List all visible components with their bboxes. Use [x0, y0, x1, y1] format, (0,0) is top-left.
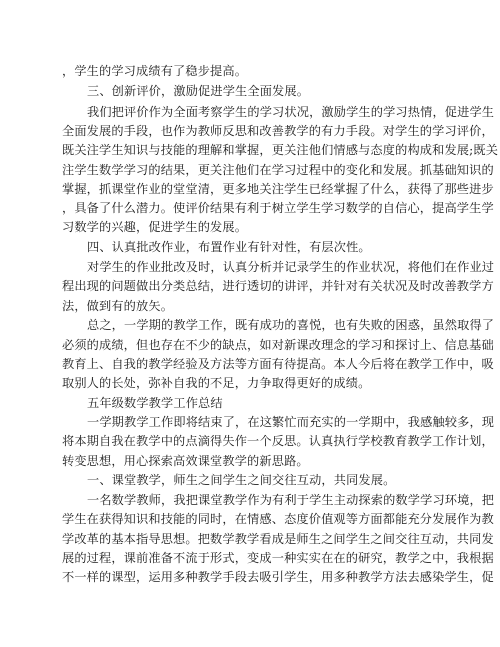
text-line: ，学生的学习成绩有了稳步提高。	[62, 64, 248, 78]
document-title: 五年级数学教学工作总结	[87, 396, 223, 410]
text-line: 一学期教学工作即将结束了，在这繁忙而充实的一学期中，我感触较多，现	[87, 415, 495, 429]
text-line: 学改革的基本指导思想。把数学教学看成是师生之间学生之间交往互动，共同发	[62, 532, 494, 546]
text-line: ，具备了什么潜力。使评价结果有利于树立学生学习数学的自信心，提高学生学	[62, 201, 494, 215]
text-line: 注学生数学学习的结果，更关注他们在学习过程中的变化和发展。抓基础知识的	[62, 163, 494, 177]
text-line: 全面发展的手段，也作为教师反思和改善教学的有力手段。对学生的学习评价，	[62, 124, 494, 138]
text-line: 既关注学生知识与技能的理解和掌握，更关注他们情感与态度的构成和发展;既关	[62, 143, 499, 157]
text-line: 总之，一学期的教学工作，既有成功的喜悦，也有失败的困惑，虽然取得了	[87, 318, 495, 332]
text-line: 学生在获得知识和技能的同时，在情感、态度价值观等方面都能充分发展作为教	[62, 512, 494, 526]
text-line: 习数学的兴趣，促进学生的发展。	[62, 220, 248, 234]
text-line: 转变思想，用心探索高效课堂教学的新思路。	[62, 454, 309, 468]
text-line: 法，做到有的放矢。	[62, 299, 174, 313]
text-line: 我们把评价作为全面考察学生的学习状况，激励学生的学习热情，促进学生	[87, 105, 495, 119]
text-line: 不一样的课型，运用多种教学手段去吸引学生，用多种教学方法去感染学生，促	[62, 570, 494, 584]
section-heading: 三、创新评价，激励促进学生全面发展。	[87, 84, 310, 98]
text-line: 对学生的作业批改及时，认真分析并记录学生的作业状况，将他们在作业过	[87, 260, 495, 274]
text-line: 程出现的问题做出分类总结，进行透切的讲评，并针对有关状况及时改善教学方	[62, 279, 494, 293]
text-line: 将本期自我在教学中的点滴得失作一个反思。认真执行学校教育教学工作计划，	[62, 434, 494, 448]
text-line: 取别人的长处，弥补自我的不足，力争取得更好的成绩。	[62, 376, 371, 390]
text-line: 必须的成绩，但也存在不少的缺点，如对新课改理念的学习和探讨上、信息基础	[62, 338, 494, 352]
text-line: 展的过程，课前准备不流于形式，变成一种实实在在的研究，教学之中，我根据	[62, 551, 494, 565]
text-line: 教育上、自我的教学经验及方法等方面有待提高。本人今后将在教学工作中，吸	[62, 357, 494, 371]
section-heading: 四、认真批改作业，布置作业有针对性，有层次性。	[87, 240, 371, 254]
section-heading: 一、课堂教学，师生之间学生之间交往互动，共同发展。	[87, 473, 396, 487]
text-line: 掌握，抓课堂作业的堂堂清，更多地关注学生已经掌握了什么，获得了那些进步	[62, 182, 494, 196]
text-line: 一名数学教师，我把课堂教学作为有利于学生主动探索的数学学习环境，把	[87, 493, 495, 507]
